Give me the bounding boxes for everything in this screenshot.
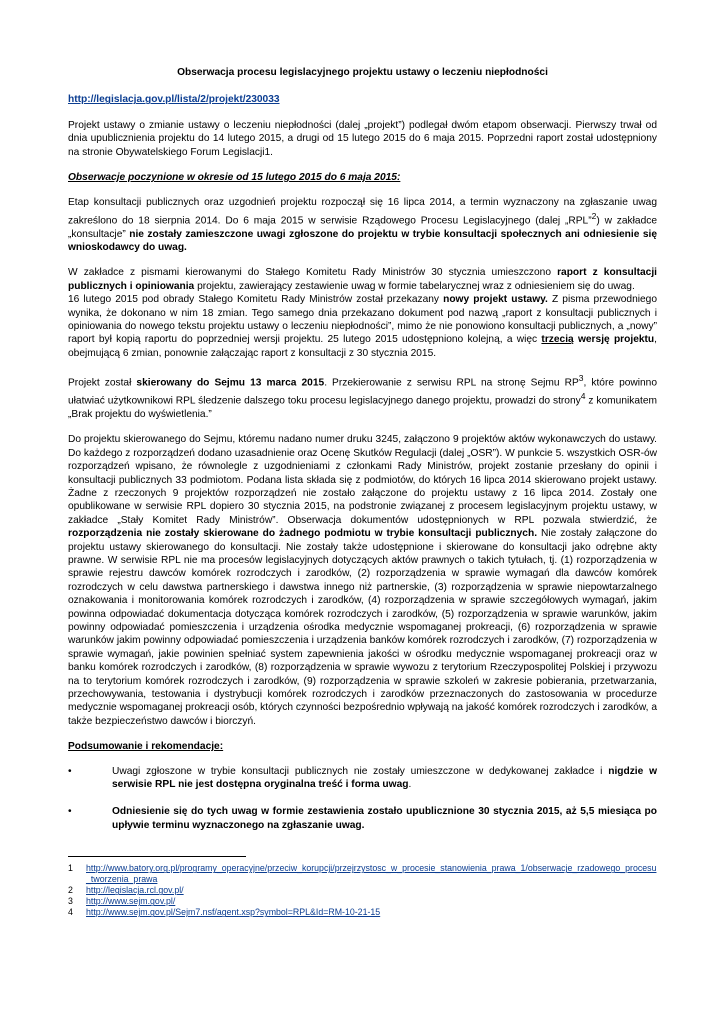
paragraph-regulations [68, 433, 657, 728]
text: ) w zakładce „konsultacje” [68, 215, 657, 240]
intro-paragraph: Projekt ustawy o zmianie ustawy o leczeniu niepłodności (dalej „projekt”) podlegał dwóm etapom obserwacji. Pierwszy trwał od dnia upublicznienia projektu do 14 lutego 2015, a drugi od 15 lutego 2015 do 6 maja 2015. Poprzedni raport został udostępniony na stronie Obywatelskiego Forum Legislacji1. [68, 119, 657, 158]
bold-text: Odniesienie się do tych uwag w formie zestawienia zostało upublicznione 30 stycznia 2015, aż 5,5 miesiąca po upływie terminu wyznaczonego na zgłaszanie uwag. [112, 806, 657, 831]
text: W zakładce z pismami kierowanymi do Stałego Komitetu Rady Ministrów 30 stycznia umieszczono [68, 267, 558, 279]
source-link[interactable]: http://legislacja.gov.pl/lista/2/projekt/230033 [68, 94, 280, 106]
footnote-ref[interactable]: 4 [580, 391, 586, 402]
text: Do projektu skierowanego do Sejmu, któremu nadano numer druku 3245, załączono 9 projektów aktów wykonawczych do ustawy. Do każdego z rozporządzeń dodano uzasadnienie oraz Ocenę Skutków Regulacji (dalej „OSR”). W punkcie 5. wszystkich OSR-ów rozporządzeń wpisano, że równolegle z uzgodnieniami z członkami Rady Ministrów, projekt zostanie przesłany do opinii i konsultacji publicznych 33 podmiotom. Podana lista składa się z podmiotów, do których 16 lipca 2014 skierowano projekt ustawy. Żadne z rzeczonych 9 projektów rozporządzeń nie zostało załączone do projektu ustawy z 16 lipca 2014. Zostały one opublikowane w serwisie RPL dopiero 30 stycznia 2015, na podstronie związanej z procesem legislacyjnym projektu ustawy, w zakładce „Stały Komitet Rady Ministrów”. Obserwacja dokumentów udostępnionych w RPL pozwala stwierdzić, że [68, 434, 657, 526]
bullet-marker: • [68, 806, 72, 818]
document-page [68, 66, 657, 918]
text: Etap konsultacji publicznych oraz uzgodnień projektu rozpoczął się 16 lipca 2014, a termin wyznaczony na zgłaszanie uwag zakreślono do 18 sierpnia 2014. Do 6 maja 2015 w serwisie Rządowego Procesu Legislacyjnego (dalej „RPL” [68, 197, 657, 227]
bold-text: raport z konsultacji publicznych i opiniowania [68, 267, 657, 292]
text: 16 lutego 2015 pod obrady Stałego Komitetu Rady Ministrów został przekazany [68, 294, 444, 306]
footnote-number: 1 [68, 863, 73, 874]
footnote-number: 2 [68, 885, 73, 896]
text: Projekt został [68, 377, 137, 389]
paragraph-consultations [68, 196, 657, 254]
footnote-link[interactable]: http://www.sejm.gov.pl/Sejm7.nsf/agent.xsp?symbol=RPL&Id=RM-10-21-15 [86, 907, 381, 918]
footnote-ref[interactable]: 2 [591, 210, 597, 221]
bold-text: nie zostały zamieszczone uwagi zgłoszone do projektu w trybie konsultacji społecznych ani odniesienie się wnioskodawcy do uwag. [68, 228, 657, 254]
bold-text: nowy projekt ustawy. [443, 294, 548, 306]
text: Uwagi zgłoszone w trybie konsultacji publicznych nie zostały umieszczone w dedykowanej zakładce i [112, 765, 609, 777]
bullet-text [112, 765, 657, 792]
bullet-item [68, 765, 657, 792]
bold-text: skierowany do Sejmu 13 marca 2015 [136, 377, 325, 389]
bullet-item [68, 805, 657, 832]
section-heading-observations: Obserwacje poczynione w okresie od 15 lutego 2015 do 6 maja 2015: [68, 172, 401, 184]
text: , obejmującą 6 zmian, ponownie załączając raport z konsultacji z 30 stycznia 2015. [68, 334, 657, 359]
summary-heading: Podsumowanie i rekomendacje: [68, 741, 224, 753]
footnote [68, 885, 657, 896]
text: projektu, zawierający zestawienie uwag w formie tabelarycznej wraz z odniesieniem się do uwag. [194, 280, 635, 292]
text: . Przekierowanie z serwisu RPL na stronę Sejmu RP [324, 377, 579, 389]
footnote [68, 907, 657, 918]
footnote-number: 4 [68, 907, 73, 918]
footnote-ref[interactable]: 3 [578, 373, 584, 384]
bullet-text [112, 805, 657, 832]
footnote-number: 3 [68, 896, 73, 907]
footnote-link[interactable]: http://legislacja.rcl.gov.pl/ [86, 885, 184, 896]
footnote [68, 863, 657, 885]
text: Z pisma przewodniego wynika, że dokonano w nim 18 zmian. Tego samego dnia przekazano dokument pod nazwą „raport z konsultacji publicznych i opiniowania do nowego tekstu projektu ustawy o leczeniu niepłodności”, mimo że nie ponowiono konsultacji publicznych, a „nowy” raport był kopią raportu do poprzedniej wersji projektu. 25 lutego 2015 udostępniono kolejną, a więc [68, 294, 657, 346]
text: z komunikatem „Brak projektu do wyświetlenia.” [68, 395, 657, 420]
bullet-marker: • [68, 765, 72, 777]
footnote-divider [68, 856, 246, 857]
footnote-link[interactable]: http://www.sejm.gov.pl/ [86, 896, 176, 907]
paragraph-committee [68, 266, 657, 360]
footnote [68, 896, 657, 907]
paragraph-sejm [68, 372, 657, 421]
text: . [408, 779, 412, 791]
bold-text: nigdzie w serwisie RPL nie jest dostępna oryginalna treść i forma uwag [112, 765, 657, 791]
text: , które powinno ułatwiać użytkownikowi RPL śledzenie dalszego toku procesu legislacyjnego danego projektu, prowadzi do strony [68, 377, 658, 407]
document-title: Obserwacja procesu legislacyjnego projektu ustawy o leczeniu niepłodności [177, 67, 548, 78]
text: Nie zostały załączone do projektu ustawy skierowanego do konsultacji. Nie zostały także udostępnione i skierowane do konsultacji jako odrębne akty prawne. W serwisie RPL nie ma procesów legislacyjnych dotyczących aktów prawnych o takich tytułach, tj. (1) rozporządzenia w sprawie rejestru dawców komórek rozrodczych i zarodków, (2) rozporządzenia w sprawie wymagań dla dawców komórek rozrodczych w celu dawstwa partnerskiego i dawstwa innego niż partnerskie, (3) rozporządzenia w sprawie niepowtarzalnego oznakowania i monitorowania komórek rozrodczych i zarodków, (4) rozporządzenia w sprawie szczegółowych wymagań, jakim powinna odpowiadać dokumentacja dotycząca komórek rozrodczych i zarodków, (5) rozporządzenia w sprawie warunków, jakim powinny odpowiadać pomieszczenia i urządzenia ośrodka medycznie wspomaganej prokreacji, (6) rozporządzenia w sprawie warunków jakim powinny odpowiadać pomieszczenia i urządzenia banków komórek rozrodczych i zarodków, (7) rozporządzenia w sprawie wymagań, jakie powinien spełniać system zapewnienia jakości w ośrodku medycznie wspomaganej prokreacji oraz w banku komórek rozrodczych i zarodków, (8) rozporządzenia w sprawie wywozu z terytorium Rzeczypospolitej Polskiej i przywozu na to terytorium komórek rozrodczych i zarodków, (9) rozporządzenia w sprawie szkoleń w zakresie pobierania, przetwarzania, przechowywania, testowania i dystrybucji komórek rozrodczych i zarodków przeznaczonych do zastosowania w procedurze medycznie wspomaganej prokreacji osób, których czynności bezpośrednio wpływają na jakość komórek rozrodczych i zarodków, a także bezpieczeństwo dawców i biorczyń. [68, 528, 657, 727]
bold-text: wersję projektu [577, 334, 655, 346]
bold-text: rozporządzenia nie zostały skierowane do żadnego podmiotu w trybie konsultacji publicznych. [68, 528, 538, 540]
footnote-link[interactable]: http://www.batory.org.pl/programy_operacyjne/przeciw_korupcji/przejrzystosc_w_procesie_stanowienia_prawa_1/obserwacje_rzadowego_procesu_tworzenia_prawa [86, 863, 657, 885]
bold-text: trzecią [541, 334, 574, 346]
